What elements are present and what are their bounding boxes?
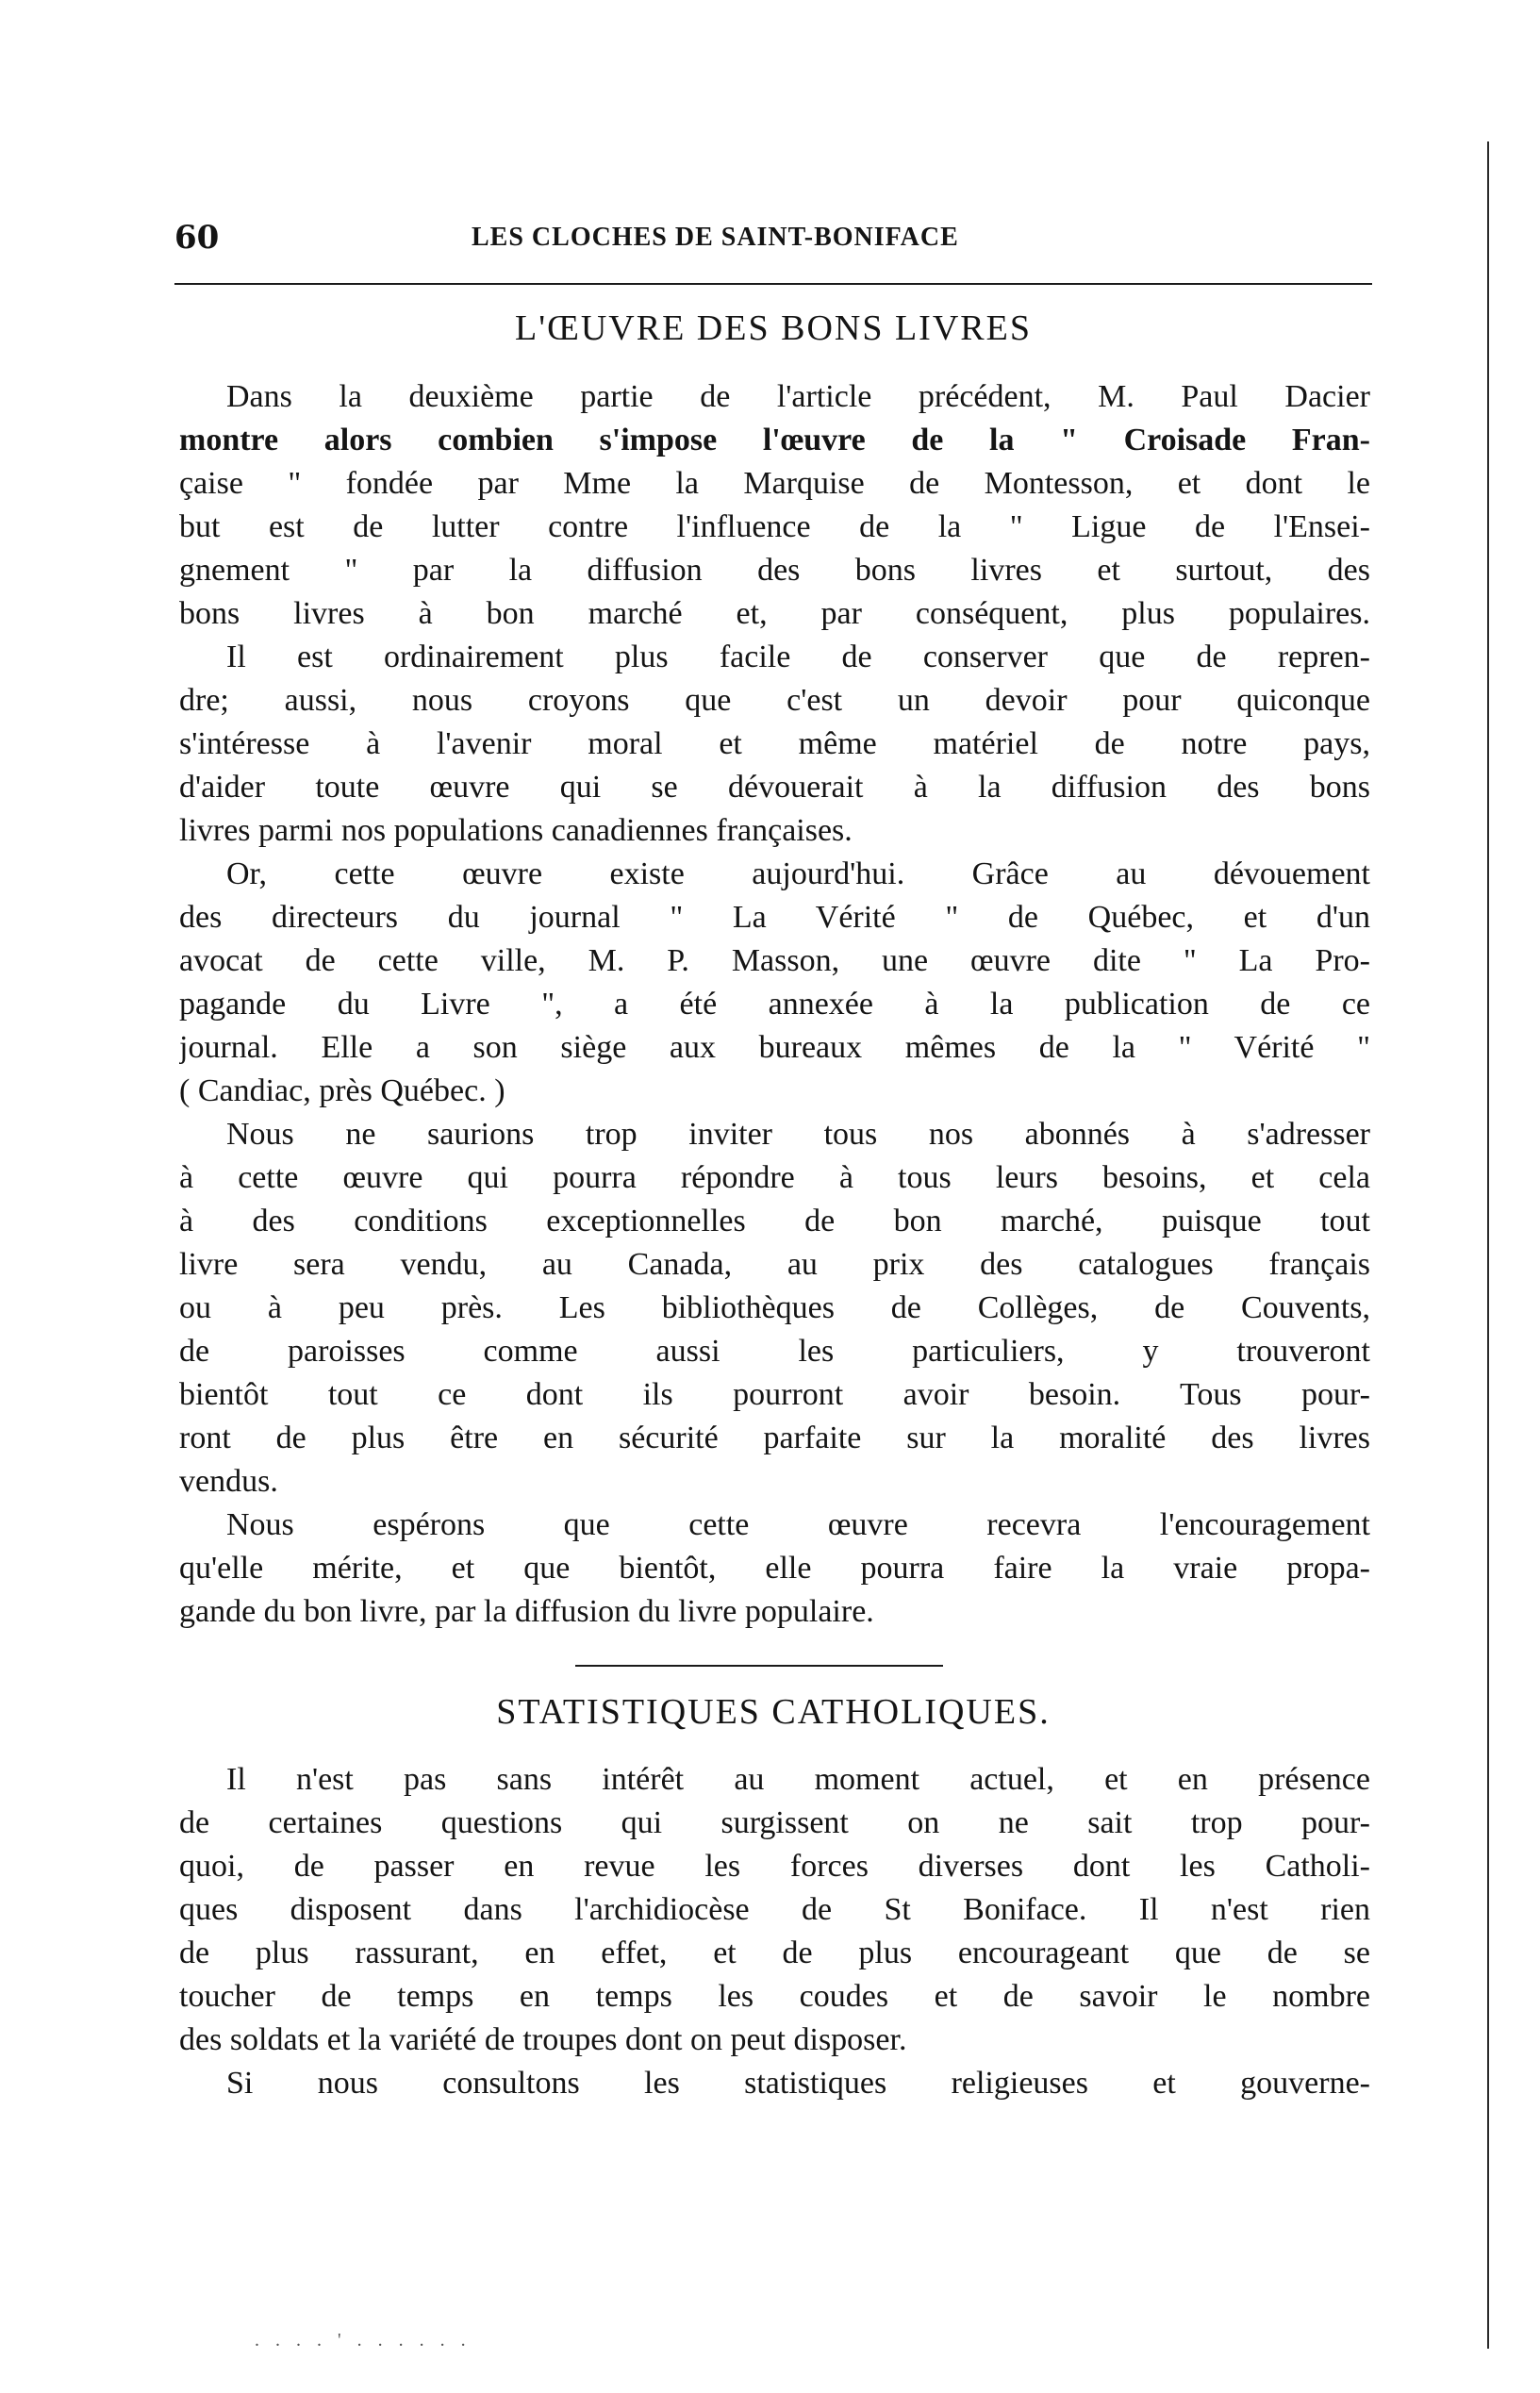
- text-line: ques disposent dans l'archidiocèse de St Boniface. Il n'est rien: [179, 1892, 1370, 1927]
- text-line: livres parmi nos populations canadiennes françaises.: [179, 813, 853, 848]
- section-title: L'ŒUVRE DES BONS LIVRES: [515, 308, 1032, 348]
- text-line: ( Candiac, près Québec. ): [179, 1073, 505, 1108]
- page-edge-line: [1487, 141, 1489, 2349]
- text-line: gnement " par la diffusion des bons livres et surtout, des: [179, 553, 1370, 588]
- text-line: à cette œuvre qui pourra répondre à tous leurs besoins, et cela: [179, 1160, 1370, 1195]
- text-line: qu'elle mérite, et que bientôt, elle pourra faire la vraie propa-: [179, 1551, 1370, 1586]
- text-line: toucher de temps en temps les coudes et de savoir le nombre: [179, 1979, 1370, 2014]
- text-line: des soldats et la variété de troupes dont on peut disposer.: [179, 2022, 907, 2057]
- text-line: Si nous consultons les statistiques religieuses et gouverne-: [226, 2066, 1370, 2101]
- section-title: STATISTIQUES CATHOLIQUES.: [496, 1692, 1051, 1732]
- text-line: journal. Elle a son siège aux bureaux mêmes de la " Vérité ": [179, 1030, 1370, 1065]
- text-line: Nous ne saurions trop inviter tous nos abonnés à s'adresser: [226, 1117, 1370, 1152]
- page-number: 60: [174, 219, 220, 257]
- text-line: ront de plus être en sécurité parfaite sur la moralité des livres: [179, 1421, 1370, 1455]
- text-line: à des conditions exceptionnelles de bon marché, puisque tout: [179, 1204, 1370, 1238]
- text-line: s'intéresse à l'avenir moral et même matériel de notre pays,: [179, 726, 1370, 761]
- text-line: de plus rassurant, en effet, et de plus encourageant que de se: [179, 1936, 1370, 1970]
- text-line: de paroisses comme aussi les particuliers, y trouveront: [179, 1334, 1370, 1369]
- text-line: quoi, de passer en revue les forces diverses dont les Catholi-: [179, 1849, 1370, 1884]
- bottom-marks: . . . . ' . . . . . .: [255, 2330, 472, 2351]
- text-line: des directeurs du journal " La Vérité " de Québec, et d'un: [179, 900, 1370, 935]
- section-divider: [575, 1665, 943, 1667]
- text-line: dre; aussi, nous croyons que c'est un devoir pour quiconque: [179, 683, 1370, 718]
- text-line: avocat de cette ville, M. P. Masson, une œuvre dite " La Pro-: [179, 943, 1370, 978]
- header-rule: [174, 283, 1372, 285]
- text-line: d'aider toute œuvre qui se dévouerait à la diffusion des bons: [179, 770, 1370, 805]
- text-line: çaise " fondée par Mme la Marquise de Montesson, et dont le: [179, 466, 1370, 501]
- text-line: livre sera vendu, au Canada, au prix des catalogues français: [179, 1247, 1370, 1282]
- text-line: de certaines questions qui surgissent on ne sait trop pour-: [179, 1805, 1370, 1840]
- text-line: montre alors combien s'impose l'œuvre de la " Croisade Fran-: [179, 423, 1370, 457]
- text-line: Dans la deuxième partie de l'article précédent, M. Paul Dacier: [226, 379, 1370, 414]
- text-line: but est de lutter contre l'influence de la " Ligue de l'Ensei-: [179, 509, 1370, 544]
- text-line: Il est ordinairement plus facile de conserver que de repren-: [226, 640, 1370, 674]
- running-head: LES CLOCHES DE SAINT-BONIFACE: [472, 223, 959, 252]
- text-line: bientôt tout ce dont ils pourront avoir besoin. Tous pour-: [179, 1377, 1370, 1412]
- page-header: [174, 219, 1353, 260]
- text-line: bons livres à bon marché et, par conséquent, plus populaires.: [179, 596, 1370, 631]
- text-line: Or, cette œuvre existe aujourd'hui. Grâce au dévouement: [226, 856, 1370, 891]
- text-line: vendus.: [179, 1464, 278, 1499]
- text-line: gande du bon livre, par la diffusion du livre populaire.: [179, 1594, 874, 1629]
- text-line: Il n'est pas sans intérêt au moment actuel, et en présence: [226, 1762, 1370, 1797]
- text-line: pagande du Livre ", a été annexée à la publication de ce: [179, 987, 1370, 1022]
- text-line: Nous espérons que cette œuvre recevra l'encouragement: [226, 1507, 1370, 1542]
- text-line: ou à peu près. Les bibliothèques de Collèges, de Couvents,: [179, 1290, 1370, 1325]
